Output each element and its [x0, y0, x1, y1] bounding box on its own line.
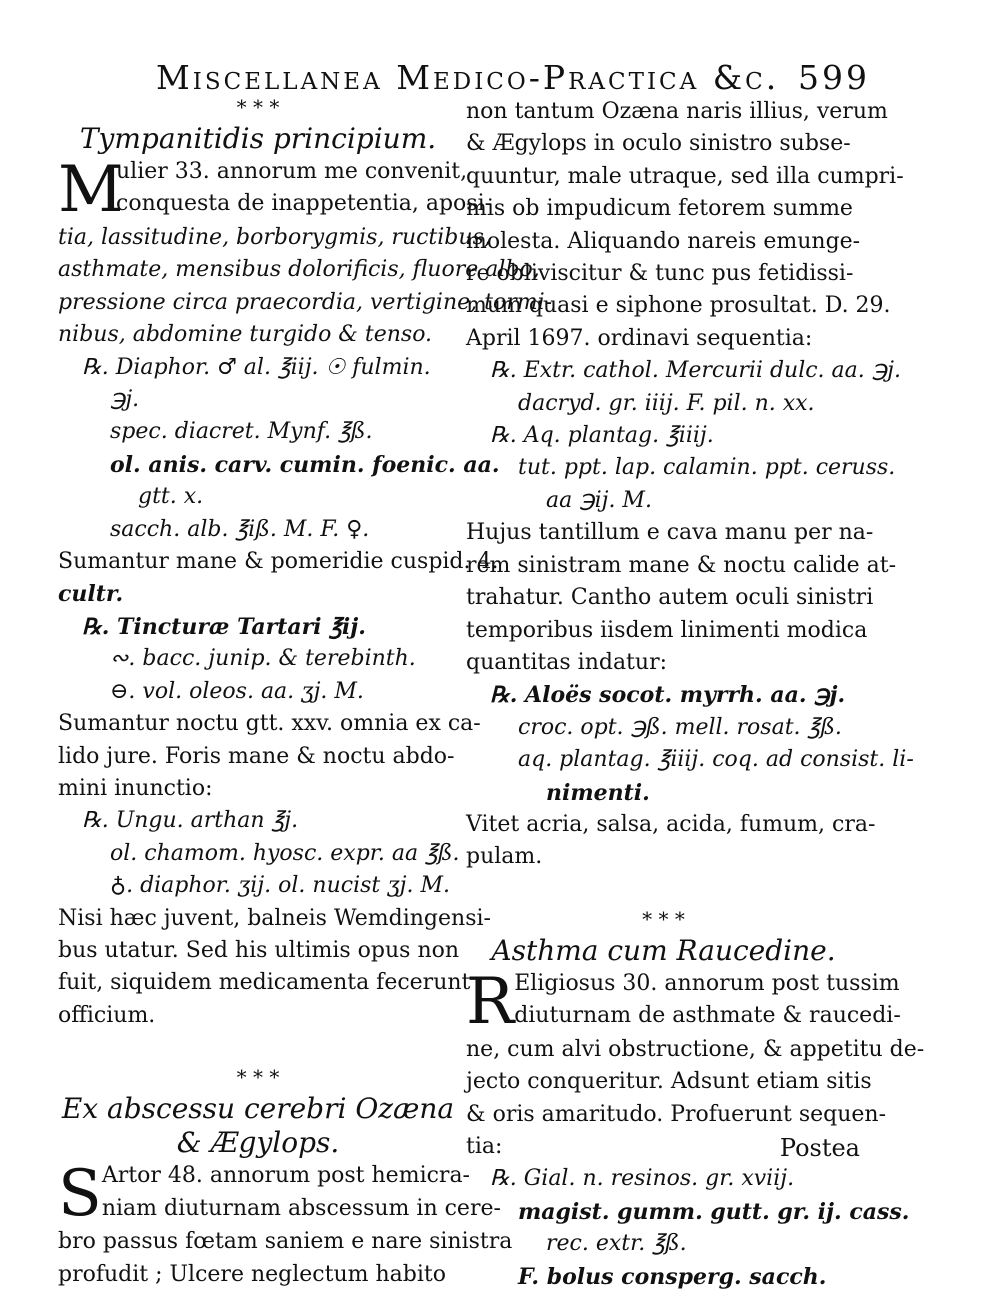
- recipe-line: ℞. Ungu. arthan ℥j.: [82, 808, 299, 834]
- text-line: Vitet acria, salsa, acida, fumum, cra-: [466, 811, 876, 837]
- text-line: molesta. Aliquando nareis emunge-: [466, 228, 861, 254]
- recipe-line: ℞. Aloës socot. myrrh. aa. ℈j.: [490, 682, 846, 709]
- running-title: Miscellanea Medico-Practica &c.: [156, 58, 780, 97]
- page-number: 599: [798, 58, 870, 97]
- text-line: quuntur, male utraque, sed illa cumpri-: [466, 163, 904, 189]
- recipe-line: aq. plantag. ℥iiij. coq. ad consist. li-: [518, 747, 914, 773]
- recipe-line: F. bolus consperg. sacch.: [518, 1263, 827, 1290]
- drop-cap: S: [58, 1157, 102, 1232]
- section-heading-ozaena: Ex abscessu cerebri Ozæna: [61, 1092, 455, 1126]
- text-line: Nisi hæc juvent, balneis Wemdingensi-: [58, 905, 491, 931]
- text-line: tia:: [466, 1133, 503, 1159]
- text-line: temporibus iisdem linimenti modica: [466, 617, 868, 643]
- text-line: tia, lassitudine, borborygmis, ructibus,: [58, 225, 491, 250]
- recipe-line: ∾. bacc. junip. & terebinth.: [110, 646, 416, 672]
- catchword: Postea: [779, 1134, 860, 1162]
- section-ornament: * * *: [236, 1065, 280, 1090]
- recipe-line: ℞. Diaphor. ♂ al. ℥iij. ☉ fulmin.: [82, 354, 431, 380]
- text-line: trahatur. Cantho autem oculi sinistri: [466, 585, 874, 611]
- text-line: niam diuturnam abscessum in cere-: [101, 1195, 501, 1221]
- text-line: ulier 33. annorum me convenit,: [116, 159, 468, 184]
- recipe-line: magist. gumm. gutt. gr. ij. cass.: [518, 1198, 910, 1225]
- recipe-line: tut. ppt. lap. calamin. ppt. ceruss.: [518, 455, 896, 481]
- text-line: quantitas indatur:: [466, 649, 667, 675]
- text-line: ne, cum alvi obstructione, & appetitu de-: [466, 1036, 925, 1062]
- recipe-line: ol. chamom. hyosc. expr. aa ℥ß.: [110, 840, 460, 866]
- running-header: [150, 58, 870, 98]
- text-line: pressione circa praecordia, vertigine, tormi-: [58, 289, 553, 315]
- text-line: cultr.: [58, 581, 124, 608]
- paragraph-religiosus: [466, 964, 901, 1039]
- paragraph-sartor: [58, 1157, 501, 1232]
- text-line: bus utatur. Sed his ultimis opus non: [58, 937, 460, 963]
- section-ornament: * * *: [642, 906, 685, 931]
- recipe-line: gtt. x.: [138, 484, 204, 510]
- recipe-line: sacch. alb. ℥iß. M. F. ♀.: [110, 516, 370, 542]
- section-heading-asthma: Asthma cum Raucedine.: [491, 933, 836, 967]
- drop-cap: R: [466, 964, 515, 1039]
- recipe-line: ℞. Aq. plantag. ℥iiij.: [490, 423, 714, 449]
- recipe-line: ℞. Gial. n. resinos. gr. xviij.: [490, 1166, 795, 1192]
- recipe-line: nimenti.: [546, 779, 650, 806]
- text-line: mini inunctio:: [58, 775, 213, 801]
- recipe-line: croc. opt. ℈ß. mell. rosat. ℥ß.: [518, 714, 842, 740]
- text-line: & oris amaritudo. Profuerunt sequen-: [466, 1101, 887, 1127]
- recipe-line: rec. extr. ℥ß.: [546, 1231, 687, 1257]
- text-line: pulam.: [466, 844, 543, 870]
- recipe-line: spec. diacret. Mynf. ℥ß.: [110, 419, 373, 445]
- text-line: Artor 48. annorum post hemicra-: [101, 1163, 470, 1189]
- text-line: re obliviscitur & tunc pus fetidissi-: [466, 261, 854, 287]
- text-line: jecto conqueritur. Adsunt etiam sitis: [466, 1069, 872, 1095]
- text-line: Eligiosus 30. annorum post tussim: [514, 970, 900, 996]
- text-line: lido jure. Foris mane & noctu abdo-: [58, 743, 455, 769]
- recipe-line: ol. anis. carv. cumin. foenic. aa.: [110, 451, 500, 478]
- text-line: Sumantur noctu gtt. xxv. omnia ex ca-: [58, 711, 481, 737]
- text-line: Hujus tantillum e cava manu per na-: [466, 520, 874, 546]
- recipe-line: aa ℈ij. M.: [546, 487, 652, 513]
- text-line: non tantum Ozæna naris illius, verum: [466, 99, 888, 124]
- text-line: bro passus fœtam saniem e nare sinistra: [58, 1229, 513, 1255]
- recipe-line: ℞. Extr. cathol. Mercurii dulc. aa. ℈j.: [490, 358, 901, 384]
- text-line: rem sinistram mane & noctu calide at-: [466, 552, 897, 578]
- text-line: & Ægylops in oculo sinistro subse-: [466, 131, 851, 157]
- text-line: mis ob impudicum fetorem summe: [466, 196, 853, 222]
- text-line: profudit ; Ulcere neglectum habito: [58, 1261, 446, 1287]
- recipe-line: ℈j.: [110, 387, 140, 413]
- text-line: mum quasi e siphone prosultat. D. 29.: [466, 293, 891, 319]
- recipe-line: ⊖. vol. oleos. aa. ʒj. M.: [110, 678, 364, 704]
- drop-cap: M: [58, 153, 124, 227]
- text-line: fuit, siquidem medicamenta fecerunt: [58, 970, 471, 996]
- text-line: nibus, abdomine turgido & tenso.: [58, 322, 433, 348]
- section-ornament: * * *: [236, 95, 280, 119]
- recipe-line: ♁. diaphor. ʒij. ol. nucist ʒj. M.: [110, 873, 450, 899]
- text-line: officium.: [58, 1002, 156, 1028]
- paragraph-intro: [58, 153, 493, 227]
- text-line: April 1697. ordinavi sequentia:: [466, 325, 813, 351]
- recipe-line: dacryd. gr. iiij. F. pil. n. xx.: [518, 390, 815, 416]
- recipe-line: ℞. Tincturæ Tartari ℥ij.: [82, 613, 366, 640]
- section-heading-tympanitidis: Tympanitidis principium.: [79, 122, 437, 155]
- text-line: conquesta de inappetentia, aposi-: [116, 191, 493, 217]
- text-line: Sumantur mane & pomeridie cuspid. 4.: [58, 549, 499, 575]
- text-line: diuturnam de asthmate & raucedi-: [514, 1003, 901, 1029]
- text-line: asthmate, mensibus dolorificis, fluore albo,: [58, 257, 540, 283]
- section-heading-ozaena-line2: & Ægylops.: [176, 1126, 340, 1160]
- right-column: [466, 96, 925, 1293]
